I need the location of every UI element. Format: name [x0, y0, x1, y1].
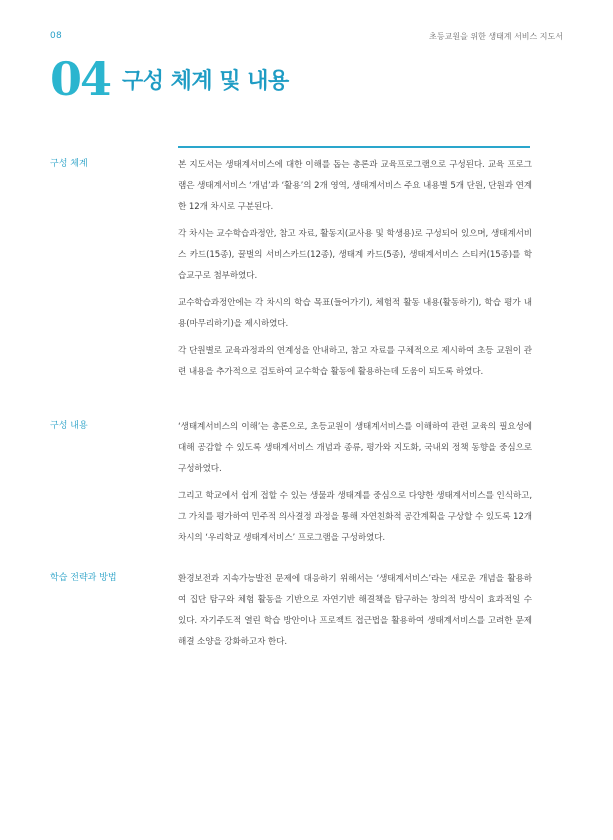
paragraph: ‘생태계서비스의 이해’는 총론으로, 초등교원이 생태계서비스를 이해하여 관련 교육의 필요성에 대해 공감할 수 있도록 생태계서비스 개념과 종류, 평가와 지도화, 국내외 정책 동향을 중심으로 구성하였다. [178, 422, 532, 474]
section-structure [50, 155, 532, 389]
section-label: 구성 내용 [50, 421, 88, 431]
paragraph: 환경보전과 지속가능발전 문제에 대응하기 위해서는 ‘생태계서비스’라는 새로운 개념을 활용하여 집단 탐구와 체험 활동을 기반으로 자연기반 해결책을 탐구하는 창의적 방식이 효과적일 수 있다. 자기주도적 열린 학습 방안이나 프로젝트 접근법을 활용하여 생태계서비스를 고려한 문제해결 소양을 강화하고자 한다. [178, 574, 532, 647]
paragraph: 본 지도서는 생태계서비스에 대한 이해를 돕는 총론과 교육프로그램으로 구성된다. 교육 프로그램은 생태계서비스 ‘개념’과 ‘활용’의 2개 영역, 생태계서비스 주요 내용별 5개 단원, 단원과 연계한 12개 차시로 구분된다. [178, 160, 532, 212]
page-number: 08 [50, 31, 63, 41]
paragraph: 각 단원별로 교육과정과의 연계성을 안내하고, 참고 자료를 구체적으로 제시하여 초등 교원이 관련 내용을 추가적으로 검토하여 교수학습 활동에 활용하는데 도움이 되도록 하였다. [178, 346, 532, 377]
section-body [178, 155, 532, 389]
section-label: 학습 전략과 방법 [50, 573, 117, 583]
section-body [178, 569, 532, 659]
chapter-title: 구성 체계 및 내용 [122, 68, 289, 94]
chapter-header [50, 52, 289, 106]
section-learning-strategy [50, 569, 532, 659]
chapter-number: 04 [50, 52, 111, 106]
section-divider-rule [178, 146, 530, 148]
paragraph: 교수학습과정안에는 각 차시의 학습 목표(들어가기), 체험적 활동 내용(활동하기), 학습 평가 내용(마무리하기)을 제시하였다. [178, 298, 532, 329]
section-body [178, 417, 532, 555]
section-content [50, 417, 532, 555]
paragraph: 각 차시는 교수학습과정안, 참고 자료, 활동지(교사용 및 학생용)로 구성되어 있으며, 생태계서비스 카드(15종), 꿀벌의 서비스카드(12종), 생태계 카드(5종), 생태계서비스 스티커(15종)를 학습교구로 첨부하였다. [178, 229, 532, 281]
section-label: 구성 체계 [50, 159, 88, 169]
paragraph: 그리고 학교에서 쉽게 접할 수 있는 생물과 생태계를 중심으로 다양한 생태계서비스를 인식하고, 그 가치를 평가하여 민주적 의사결정 과정을 통해 자연친화적 공간계획을 구상할 수 있도록 12개 차시의 ‘우리학교 생태계서비스’ 프로그램을 구성하였다. [178, 491, 532, 543]
running-title: 초등교원을 위한 생태계 서비스 지도서 [429, 32, 563, 41]
